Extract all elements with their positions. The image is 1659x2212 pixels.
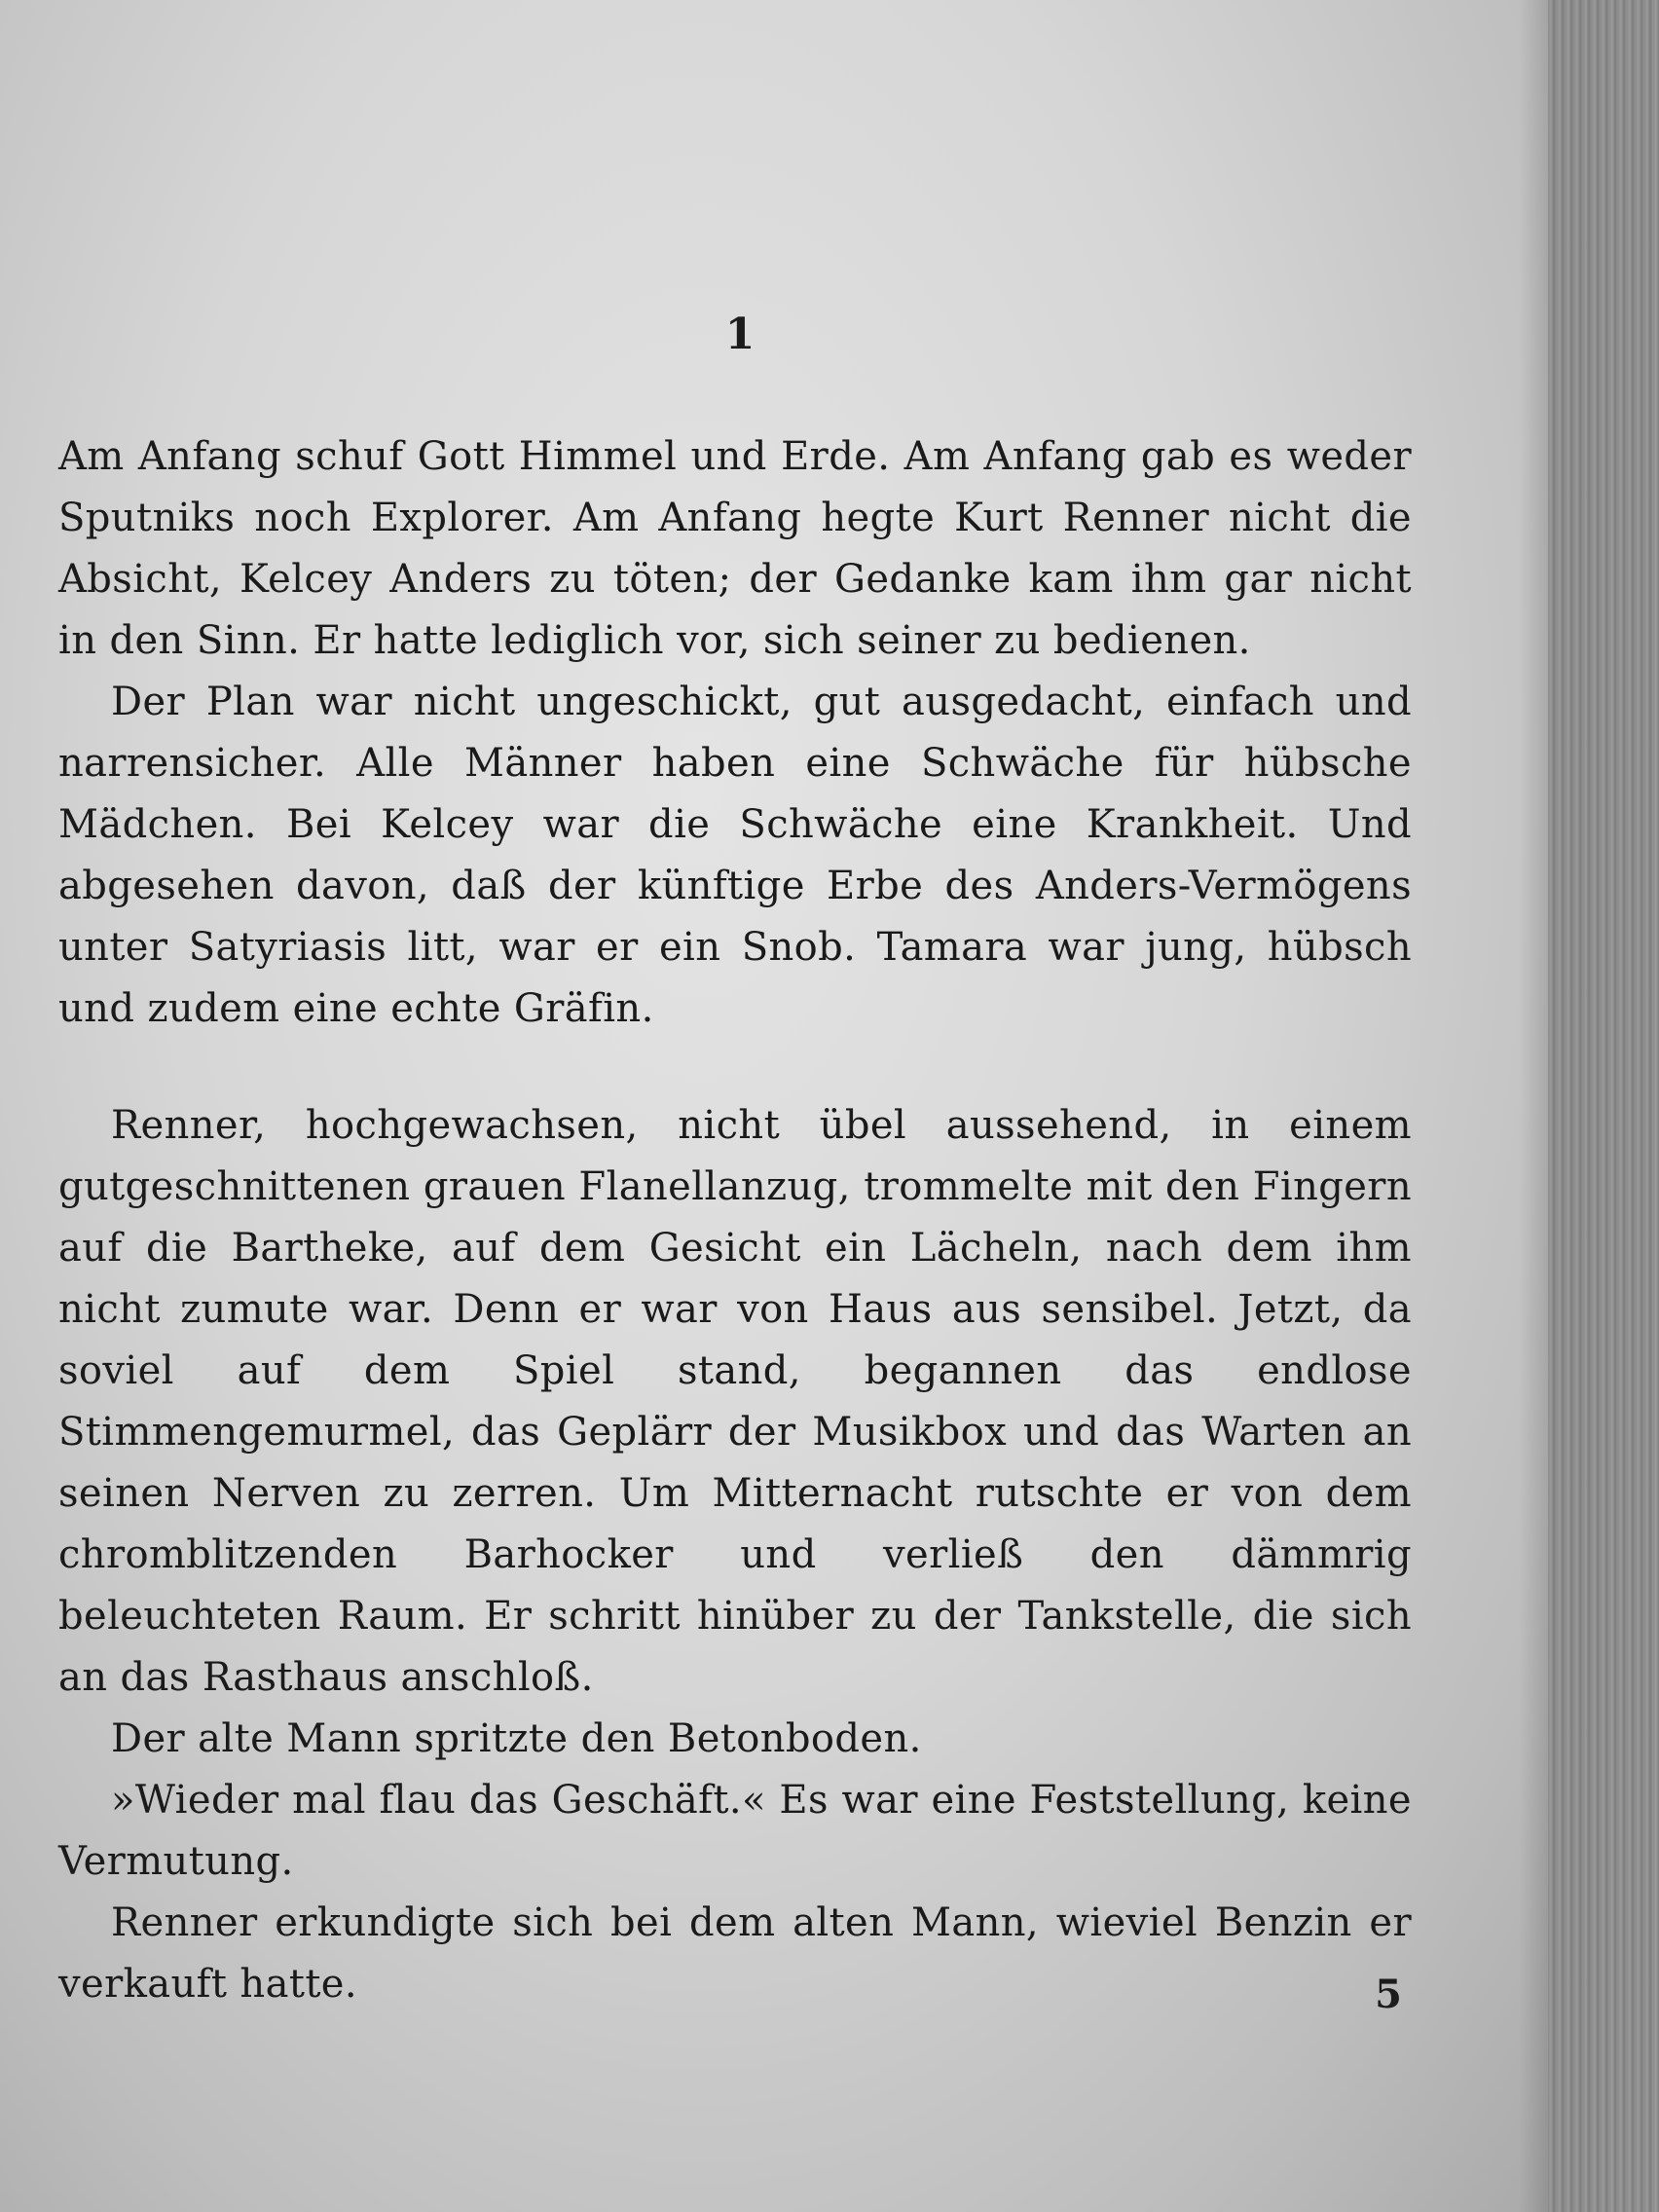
paragraph: Renner, hochgewachsen, nicht übel aussehend, in einem gutgeschnittenen grauen Flanellanzug, trommelte mit den Fingern auf die Bartheke, auf dem Gesicht ein Lächeln, nach dem ihm nicht zumute war. Denn er war von Haus aus sensibel. Jetzt, da soviel auf dem Spiel stand, begannen das endlose Stimmengemurmel, das Geplärr der Musikbox und das Warten an seinen Nerven zu zerren. Um Mitternacht rutschte er von dem chromblitzenden Barhocker und verließ den dämmrig beleuchteten Raum. Er schritt hinüber zu der Tankstelle, die sich an das Rasthaus anschloß. (58, 1103, 1412, 1700)
chapter-number: 1 (724, 310, 756, 359)
section-1-text (58, 426, 1412, 1040)
paragraph: Renner erkundigte sich bei dem alten Mann, wieviel Benzin er verkauft hatte. (58, 1900, 1412, 2007)
paragraph: »Wieder mal flau das Geschäft.« Es war eine Feststellung, keine Vermutung. (58, 1778, 1412, 1884)
page-number: 5 (1375, 1972, 1402, 2017)
paragraph: Der alte Mann spritzte den Betonboden. (111, 1716, 922, 1761)
paragraph: Der Plan war nicht ungeschickt, gut ausgedacht, einfach und narrensicher. Alle Männer haben eine Schwäche für hübsche Mädchen. Bei Kelcey war die Schwäche eine Krankheit. Und abgesehen davon, daß der künftige Erbe des Anders-Vermögens unter Satyriasis litt, war er ein Snob. Tamara war jung, hübsch und zudem eine echte Gräfin. (58, 680, 1412, 1031)
paragraph: Am Anfang schuf Gott Himmel und Erde. Am Anfang gab es weder Sputniks noch Explorer. Am Anfang hegte Kurt Renner nicht die Absicht, Kelcey Anders zu töten; der Gedanke kam ihm gar nicht in den Sinn. Er hatte lediglich vor, sich seiner zu bedienen. (58, 434, 1412, 663)
section-2-text (58, 1095, 1412, 2015)
stacked-page-edges (1548, 0, 1659, 2212)
